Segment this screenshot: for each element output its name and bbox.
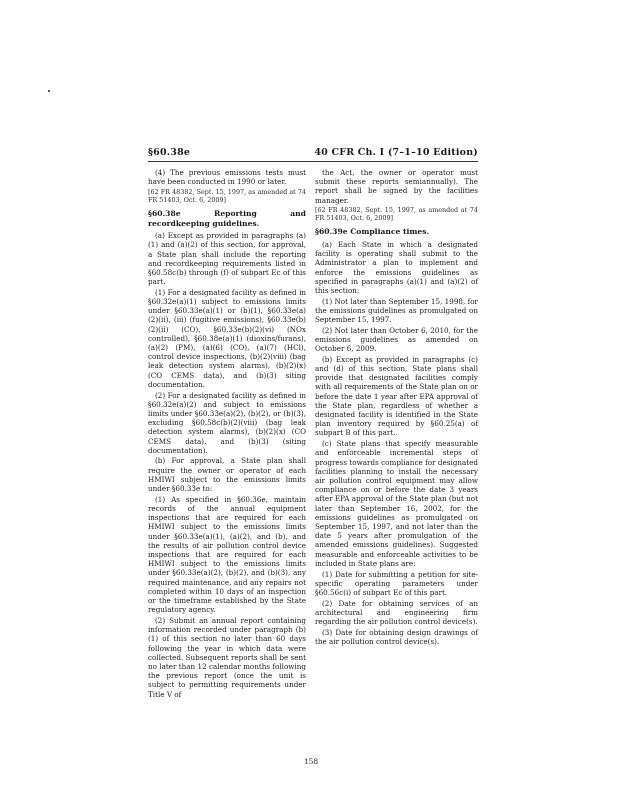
- paragraph: (1) Not later than September 15, 1998, for the emissions guidelines as promulgated on September 15, 1997.: [315, 296, 478, 325]
- paragraph: (4) The previous emissions tests must have been conducted in 1990 or later.: [148, 168, 306, 187]
- paragraph: (1) For a designated facility as defined in §60.32e(a)(1) subject to emissions limits under §60.33e(a)(1) or (b)(1), §60.33e(a)(2)(ii), (iii) (fugitive emissions), §60.33e(b)(2)(ii) (CO), §60.33e(b)(2)(vi) (NOx controlled), §60.38e(a)(1) (dioxins/furans), (a)(2) (PM), (a)(6) (CO), (a)(7) (HCl), control device inspections, (b)(2)(viii) (bag leak detection system alarms), (b)(2)(x) (CO CEMS data), and (b)(3) siting documentation.: [148, 287, 306, 389]
- left-text-column: [148, 168, 306, 700]
- running-header: [148, 147, 478, 161]
- header-section-number: §60.38e: [148, 147, 191, 158]
- right-text-column: [315, 168, 478, 648]
- section-heading: §60.39e Compliance times.: [315, 227, 430, 237]
- section-heading: §60.38e Reporting and recordkeeping guidelines.: [148, 208, 306, 228]
- paragraph: (3) Date for obtaining design drawings of the air pollution control device(s).: [315, 627, 478, 646]
- scan-speck: [48, 90, 50, 92]
- header-title-reference: 40 CFR Ch. I (7–1–10 Edition): [314, 147, 478, 158]
- paragraph: (2) Submit an annual report containing information recorded under paragraph (b)(1) of this section no later than 60 days following the year in which data were collected. Subsequent reports shall be sent no later than 12 calendar months following the previous report (once the unit is subject to permitting requirements under Title V of: [148, 615, 306, 699]
- paragraph: (2) For a designated facility as defined in §60.32e(a)(2) and subject to emissions limits under §60.33e(a)(2), (b)(2), or (b)(3), excluding §60.58c(b)(2)(viii) (bag leak detection system alarms), (b)(2)(x) (CO CEMS data), and (b)(3) (siting documentation).: [148, 390, 306, 455]
- paragraph: the Act, the owner or operator must submit these reports semiannually). The report shall be signed by the facilities manager.: [315, 168, 478, 205]
- paragraph: (2) Not later than October 6, 2010, for the emissions guidelines as amended on October 6, 2009.: [315, 325, 478, 354]
- paragraph: (a) Each State in which a designated facility is operating shall submit to the Administrator a plan to implement and enforce the emissions guidelines as specified in paragraphs (a)(1) and (a)(2) of this section:: [315, 239, 478, 295]
- citation: [62 FR 48382, Sept. 15, 1997, as amended at 74 FR 51403, Oct. 6, 2009]: [315, 206, 478, 223]
- header-rule: [148, 161, 478, 162]
- paragraph: (b) For approval, a State plan shall require the owner or operator of each HMIWI subject to the emissions limits under §60.33e to:: [148, 456, 306, 494]
- citation: [62 FR 48382, Sept. 15, 1997, as amended at 74 FR 51403, Oct. 6, 2009]: [148, 187, 306, 204]
- paragraph: (2) Date for obtaining services of an architectural and engineering firm regarding the air pollution control device(s).: [315, 598, 478, 627]
- paragraph: (1) Date for submitting a petition for site-specific operating parameters under §60.56c(i) of subpart Ec of this part.: [315, 569, 478, 597]
- paragraph: (b) Except as provided in paragraphs (c) and (d) of this section, State plans shall provide that designated facilities comply with all requirements of the State plan on or before the date 1 year after EPA approval of the State plan, regardless of whether a designated facility is identified in the State plan inventory required by §60.25(a) of subpart B of this part.: [315, 354, 478, 438]
- paragraph: (c) State plans that specify measurable and enforceable incremental steps of progress towards compliance for designated facilities planning to install the necessary air pollution control equipment may allow compliance on or before the date 3 years after EPA approval of the State plan (but not later than September 16, 2002, for the emissions guidelines as promulgated on September 15, 1997, and not later than the date 5 years after promulgation of the amended emissions guidelines). Suggested measurable and enforceable activities to be included in State plans are:: [315, 439, 478, 568]
- page-number: 158: [303, 757, 319, 766]
- paragraph: (1) As specified in §60.36e, maintain records of the annual equipment inspections that are required for each HMIWI subject to the emissions limits under §60.33e(a)(1), (a)(2), and (b), and the results of air pollution control device inspections that are required for each HMIWI subject to the emissions limits under §60.33e(a)(2), (b)(2), and (b)(3), any required maintenance, and any repairs not completed within 10 days of an inspection or the timeframe established by the State regulatory agency.: [148, 494, 306, 615]
- paragraph: (a) Except as provided in paragraphs (a)(1) and (a)(2) of this section, for approval, a State plan shall include the reporting and recordkeeping requirements listed in §60.58c(b) through (f) of subpart Ec of this part.: [148, 231, 306, 287]
